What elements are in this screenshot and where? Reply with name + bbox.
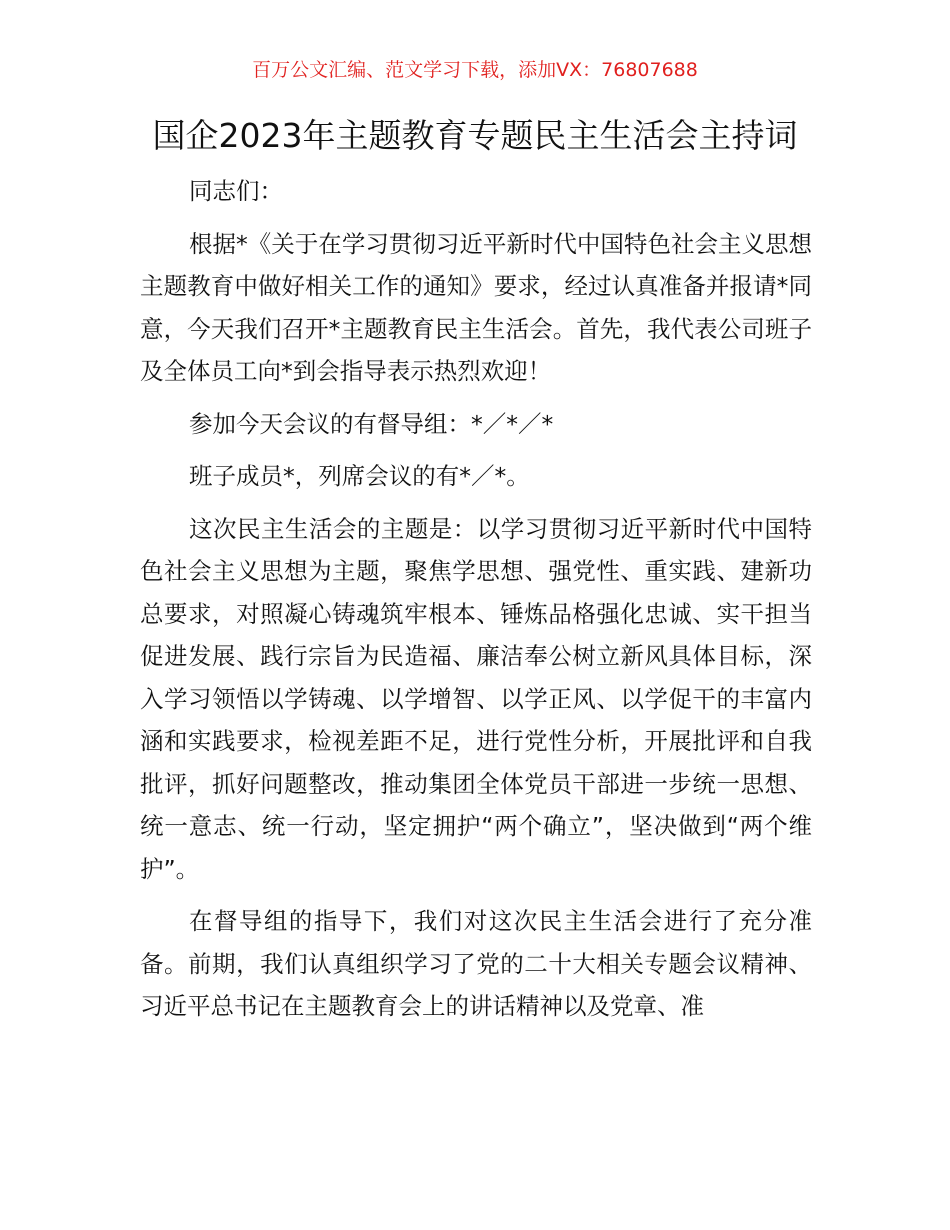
salutation-paragraph: 同志们： (189, 177, 283, 205)
body-paragraph: 根据*《关于在学习贯彻习近平新时代中国特色社会主义思想主题教育中做好相关工作的通知》要求，经过认真准备并报请*同意，今天我们召开*主题教育民主生活会。首先，我代表公司班子及全体员工向*到会指导表示热烈欢迎！ (140, 229, 812, 385)
body-paragraph: 在督导组的指导下，我们对这次民主生活会进行了充分准备。前期，我们认真组织学习了党的二十大相关专题会议精神、习近平总书记在主题教育会上的讲话精神以及党章、准 (140, 907, 812, 1020)
document-title: 国企2023年主题教育专题民主生活会主持词 (152, 116, 798, 155)
body-paragraph: 班子成员*，列席会议的有*／*。 (189, 462, 530, 490)
body-paragraph: 这次民主生活会的主题是：以学习贯彻习近平新时代中国特色社会主义思想为主题，聚焦学思想、强党性、重实践、建新功总要求，对照凝心铸魂筑牢根本、锤炼品格强化忠诚、实干担当促进发展、践行宗旨为民造福、廉洁奉公树立新风具体目标，深入学习领悟以学铸魂、以学增智、以学正风、以学促干的丰富内涵和实践要求，检视差距不足，进行党性分析，开展批评和自我批评，抓好问题整改，推动集团全体党员干部进一步统一思想、统一意志、统一行动，坚定拥护“两个确立”，坚决做到“两个维护”。 (140, 514, 812, 883)
document-body (140, 170, 812, 1038)
body-paragraph: 参加今天会议的有督导组：*／*／* (189, 409, 554, 438)
watermark-text: 百万公文汇编、范文学习下载，添加VX：76807688 (252, 59, 698, 81)
